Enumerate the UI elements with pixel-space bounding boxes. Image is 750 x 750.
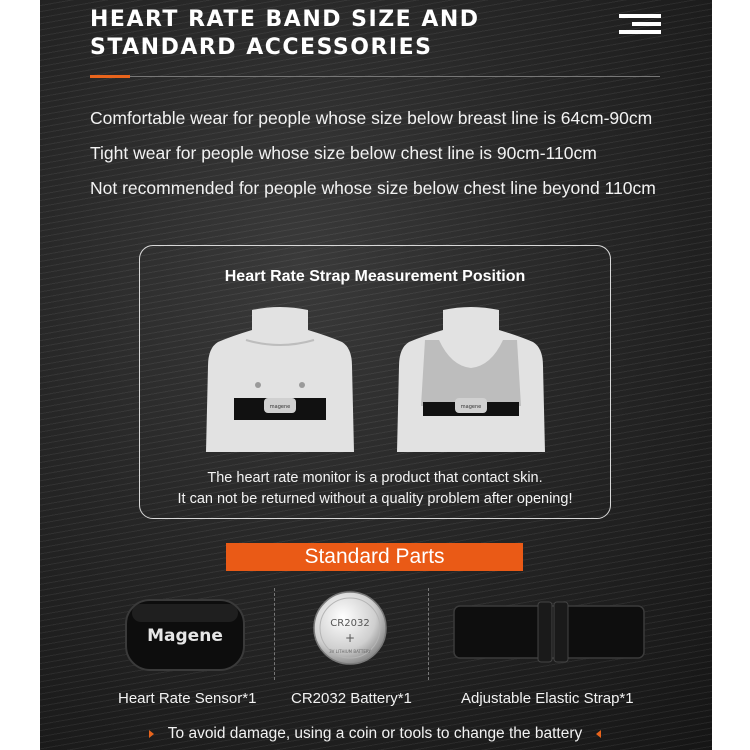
title-divider-accent bbox=[90, 75, 130, 78]
battery-symbol: + bbox=[344, 631, 356, 645]
left-margin bbox=[0, 0, 40, 750]
standard-parts-banner: Standard Parts bbox=[226, 543, 523, 571]
heart-rate-sensor-image bbox=[124, 598, 246, 672]
part-label-sensor: Heart Rate Sensor*1 bbox=[118, 690, 257, 707]
male-torso-figure bbox=[204, 306, 356, 456]
right-margin bbox=[712, 0, 750, 750]
menu-icon[interactable] bbox=[619, 14, 661, 38]
measurement-note-2: It can not be returned without a quality problem after opening! bbox=[177, 491, 573, 507]
title-divider bbox=[90, 76, 660, 77]
cr2032-battery-image bbox=[312, 590, 388, 666]
arrow-left-icon bbox=[596, 730, 601, 738]
title-line-1: HEART RATE BAND SIZE AND bbox=[90, 7, 480, 32]
battery-subtext: 3V LITHIUM BATTERY bbox=[329, 649, 371, 654]
title-line-2: STANDARD ACCESSORIES bbox=[90, 35, 433, 60]
measurement-panel bbox=[139, 245, 611, 519]
part-label-strap: Adjustable Elastic Strap*1 bbox=[461, 690, 634, 707]
sensor-logo: Magene bbox=[147, 626, 223, 646]
arrow-right-icon bbox=[149, 730, 154, 738]
battery-text: CR2032 bbox=[330, 618, 370, 629]
size-line-not-recommended: Not recommended for people whose size below chest line beyond 110cm bbox=[90, 178, 656, 198]
female-torso-figure bbox=[395, 306, 547, 456]
footer-note bbox=[0, 725, 750, 743]
measurement-note-1: The heart rate monitor is a product that contact skin. bbox=[207, 470, 543, 486]
parts-divider-1 bbox=[274, 588, 275, 680]
page-title bbox=[90, 6, 480, 62]
size-line-tight: Tight wear for people whose size below chest line is 90cm-110cm bbox=[90, 143, 597, 163]
size-line-comfortable: Comfortable wear for people whose size below breast line is 64cm-90cm bbox=[90, 108, 653, 128]
parts-divider-2 bbox=[428, 588, 429, 680]
measurement-title: Heart Rate Strap Measurement Position bbox=[224, 268, 526, 285]
part-label-battery: CR2032 Battery*1 bbox=[291, 690, 412, 707]
elastic-strap-image bbox=[452, 600, 646, 664]
male-sensor-brand: magene bbox=[269, 404, 291, 410]
footer-text: To avoid damage, using a coin or tools to change the battery bbox=[167, 725, 583, 742]
female-sensor-brand: magene bbox=[460, 404, 482, 410]
